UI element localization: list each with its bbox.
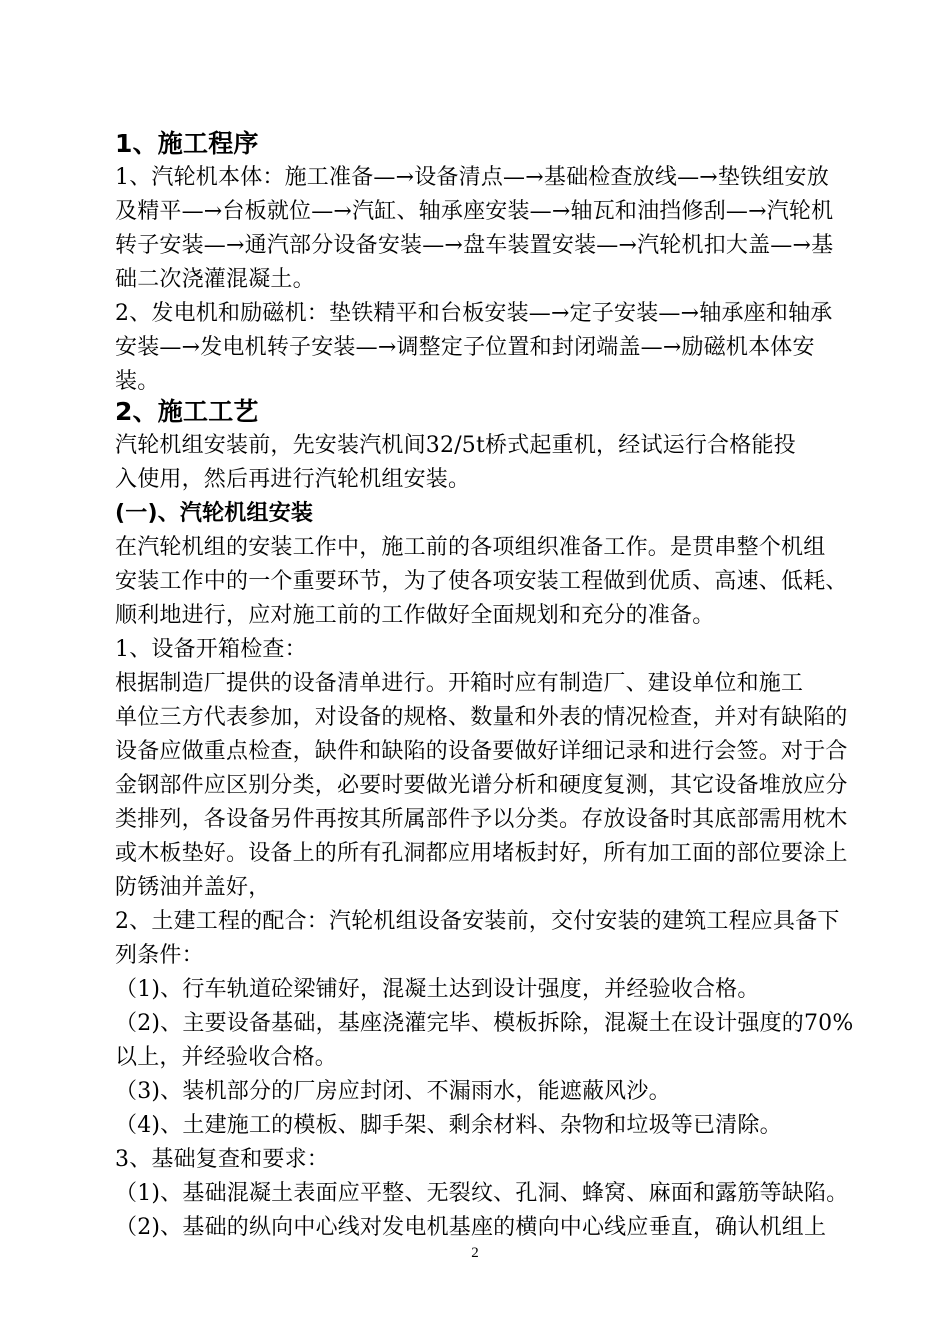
text-line: （2)、基础的纵向中心线对发电机基座的横向中心线应垂直，确认机组上 (115, 1215, 827, 1240)
text-line: 安装—→发电机转子安装—→调整定子位置和封闭端盖—→励磁机本体安 (115, 335, 815, 360)
text-line: 类排列，各设备另件再按其所属部件予以分类。存放设备时其底部需用枕木 (115, 807, 848, 832)
subsection-heading: (一)、汽轮机组安装 (115, 501, 314, 526)
text-line: 设备应做重点检查，缺件和缺陷的设备要做好详细记录和进行会签。对于合 (115, 739, 848, 764)
text-line: （1)、行车轨道砼梁铺好，混凝土达到设计强度，并经验收合格。 (115, 977, 760, 1002)
text-line: 顺利地进行，应对施工前的工作做好全面规划和充分的准备。 (115, 603, 715, 628)
text-line: 入使用，然后再进行汽轮机组安装。 (115, 467, 471, 492)
page-number: 2 (471, 1245, 479, 1261)
text-line: 2、发电机和励磁机：垫铁精平和台板安装—→定子安装—→轴承座和轴承 (115, 301, 833, 326)
text-line: 防锈油并盖好， (115, 875, 271, 900)
text-line: 或木板垫好。设备上的所有孔洞都应用堵板封好，所有加工面的部位要涂上 (115, 841, 848, 866)
text-line: 单位三方代表参加，对设备的规格、数量和外表的情况检查，并对有缺陷的 (115, 705, 848, 730)
text-line: 1、设备开箱检查： (115, 637, 307, 662)
text-line: 金钢部件应区别分类，必要时要做光谱分析和硬度复测，其它设备堆放应分 (115, 773, 848, 798)
text-line: 安装工作中的一个重要环节，为了使各项安装工程做到优质、高速、低耗、 (115, 569, 848, 594)
text-line: 及精平—→台板就位—→汽缸、轴承座安装—→轴瓦和油挡修刮—→汽轮机 (115, 199, 834, 224)
text-line: 以上，并经验收合格。 (115, 1045, 338, 1070)
text-line: 础二次浇灌混凝土。 (115, 267, 315, 292)
section-heading: 2、施工工艺 (115, 397, 259, 426)
text-line: 1、汽轮机本体：施工准备—→设备清点—→基础检查放线—→垫铁组安放 (115, 165, 829, 190)
text-line: 列条件： (115, 943, 204, 968)
text-line: （3)、装机部分的厂房应封闭、不漏雨水，能遮蔽风沙。 (115, 1079, 671, 1104)
text-line: 汽轮机组安装前，先安装汽机间32/5t桥式起重机，经试运行合格能投 (115, 433, 796, 458)
text-line: 根据制造厂提供的设备清单进行。开箱时应有制造厂、建设单位和施工 (115, 671, 804, 696)
text-line: （2)、主要设备基础，基座浇灌完毕、模板拆除，混凝土在设计强度的70% (115, 1011, 854, 1036)
text-line: （1)、基础混凝土表面应平整、无裂纹、孔洞、蜂窝、麻面和露筋等缺陷。 (115, 1181, 849, 1206)
text-line: 在汽轮机组的安装工作中，施工前的各项组织准备工作。是贯串整个机组 (115, 535, 826, 560)
text-line: （4)、土建施工的模板、脚手架、剩余材料、杂物和垃圾等已清除。 (115, 1113, 782, 1138)
text-line: 3、基础复查和要求： (115, 1147, 329, 1172)
text-line: 转子安装—→通汽部分设备安装—→盘车装置安装—→汽轮机扣大盖—→基 (115, 233, 834, 258)
section-heading: 1、施工程序 (115, 129, 259, 158)
text-line: 2、土建工程的配合：汽轮机组设备安装前，交付安装的建筑工程应具备下 (115, 909, 840, 934)
text-line: 装。 (115, 369, 160, 394)
